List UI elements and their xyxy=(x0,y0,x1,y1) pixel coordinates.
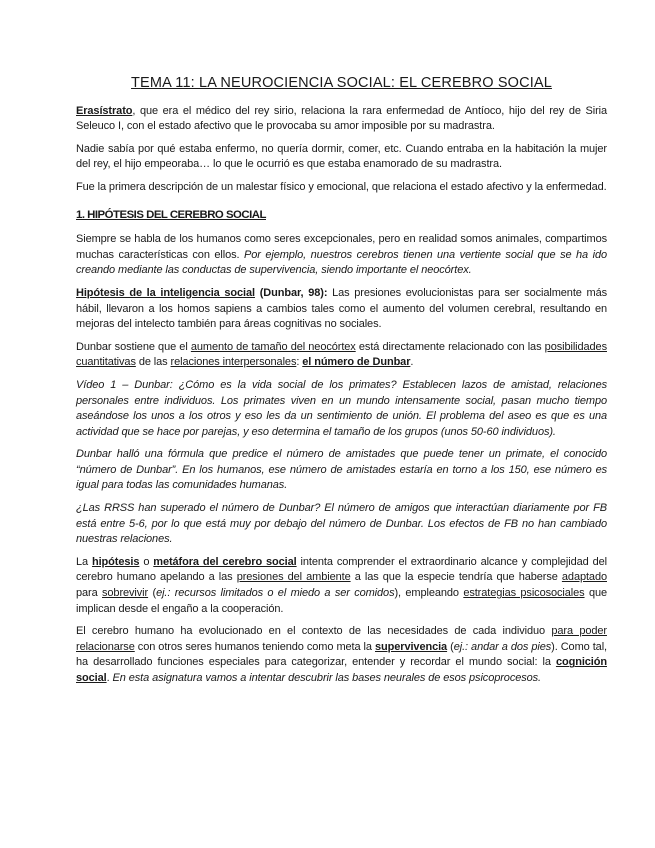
intro-paragraph-3: Fue la primera descripción de un malestar físico y emocional, que relaciona el estado afectivo y la enfermedad. xyxy=(76,180,607,193)
intro-paragraph-2: Nadie sabía por qué estaba enfermo, no quería dormir, comer, etc. Cuando entraba en la habitación la mujer del rey, el hijo empeoraba… lo que le ocurrió es que estaba enamorado de su madrastra. xyxy=(76,142,607,171)
page-title: TEMA 11: LA NEUROCIENCIA SOCIAL: EL CEREBRO SOCIAL xyxy=(131,75,552,91)
underlined-phrase: presiones del ambiente xyxy=(236,571,351,584)
section1-paragraph-3 xyxy=(76,340,607,371)
text-run: ( xyxy=(447,640,454,653)
text-run: que implican desde el engaño a la cooperación. xyxy=(76,587,607,615)
text-run: La xyxy=(76,555,92,568)
term-numero-de-dunbar: el número de Dunbar xyxy=(302,356,411,369)
section1-paragraph-2 xyxy=(76,286,607,333)
underlined-phrase: posibilidades cuantitativas xyxy=(76,340,607,369)
underlined-phrase: sobrevivir xyxy=(102,587,149,600)
term-erasistrato: Erasístrato xyxy=(76,104,133,117)
text-run: : xyxy=(296,356,303,369)
term-hipotesis: hipótesis xyxy=(91,555,140,568)
reference-dunbar: (Dunbar, 98): xyxy=(254,286,328,299)
italic-note: En esta asignatura vamos a intentar descubrir las bases neurales de esos psicoprocesos. xyxy=(109,672,542,684)
dunbar-formula-text: Dunbar halló una fórmula que predice el número de amistades que puede tener un primate, el conocido “número de Dunbar”. En los humanos, ese número de amistades estaría en torno a los 150, ese número es igual para todas las comunidades humanas. xyxy=(76,448,607,492)
text-run: para xyxy=(76,587,103,600)
text-run: o xyxy=(139,555,154,568)
underlined-phrase: relaciones interpersonales xyxy=(170,356,297,369)
text-run: con otros seres humanos teniendo como meta la xyxy=(134,640,375,653)
section1-paragraph-1 xyxy=(76,232,607,279)
section1-paragraph-8 xyxy=(76,624,607,686)
intro-paragraph-1 xyxy=(76,104,607,135)
section1-paragraph-5 xyxy=(76,447,607,494)
section-heading-1: 1. HIPÓTESIS DEL CEREBRO SOCIAL xyxy=(76,208,266,221)
term-cognicion-social: cognición social xyxy=(76,656,607,684)
underlined-phrase: aumento de tamaño del neocórtex xyxy=(190,340,356,353)
text-run: . xyxy=(410,356,414,369)
text-run: ( xyxy=(148,587,157,600)
text-run: ). Como tal, ha desarrollado funciones especiales para categorizar, entender y recordar el mundo social: la xyxy=(76,640,607,669)
rrss-question-text: ¿Las RRSS han superado el número de Dunbar? El número de amigos que interactúan diariamente por FB está entre 5-6, por lo que está muy por debajo del número de Dunbar. Los efectos de FB no han cambiado nuestras relaciones. xyxy=(76,502,607,546)
section1-paragraph-6 xyxy=(76,501,607,548)
italic-example: ej.: recursos limitados o el miedo a ser comidos xyxy=(156,587,395,600)
section1-paragraph-7 xyxy=(76,555,607,617)
intro-paragraph-1-text: , que era el médico del rey sirio, relaciona la rara enfermedad de Antíoco, hijo del rey de Siria Seleuco I, con el estado afectivo que le provocaba su amor imposible por su madrastra. xyxy=(76,104,607,133)
section1-paragraph-1-text: Siempre se habla de los humanos como seres excepcionales, pero en realidad somos animales, compartimos muchas características con ellos. xyxy=(76,233,607,261)
term-inteligencia-social: Hipótesis de la inteligencia social xyxy=(76,286,255,299)
text-run: de las xyxy=(135,356,171,369)
underlined-phrase: para poder relacionarse xyxy=(76,625,607,653)
text-run: . xyxy=(106,672,110,684)
text-run: intenta comprender el extraordinario alcance y complejidad del cerebro humano apelando a las xyxy=(76,555,607,584)
text-run: a las que la especie tendría que haberse xyxy=(350,571,562,584)
section1-paragraph-4-video xyxy=(76,378,607,440)
underlined-phrase: estrategias psicosociales xyxy=(463,587,585,600)
section1-paragraph-2-text: Las presiones evolucionistas para ser socialmente más hábil, llevaron a los homos sapiens a cambios tales como el aumento del volumen cerebral, resultando en mejoras del intelecto también para áreas cognitivas no sociales. xyxy=(76,286,607,331)
text-run: está directamente relacionado con las xyxy=(355,340,545,353)
underlined-phrase: adaptado xyxy=(561,571,607,584)
italic-example: ej.: andar a dos pies xyxy=(453,640,552,653)
term-supervivencia: supervivencia xyxy=(375,640,448,653)
text-run: El cerebro humano ha evolucionado en el contexto de las necesidades de cada individuo xyxy=(76,625,552,638)
term-metafora-cerebro-social: metáfora del cerebro social xyxy=(153,555,297,568)
section1-paragraph-1-italic: Por ejemplo, nuestros cerebros tienen una vertiente social que se ha ido creando mediante las conductas de supervivencia, siendo importante el neocórtex. xyxy=(76,248,607,277)
text-run: ), empleando xyxy=(394,587,464,600)
video-note-text: Vídeo 1 – Dunbar: ¿Cómo es la vida social de los primates? Establecen lazos de amistad, relaciones personales entre individuos. Los primates viven en un mundo intensamente social, pasan mucho tiempo aseándose los unos a los otros y eso les da un sentimiento de unión. El problema del aseo es que es una actividad que se hace por parejas, y eso determina el tamaño de los grupos (unos 50-60 individuos). xyxy=(76,378,607,438)
text-run: Dunbar sostiene que el xyxy=(76,340,191,353)
